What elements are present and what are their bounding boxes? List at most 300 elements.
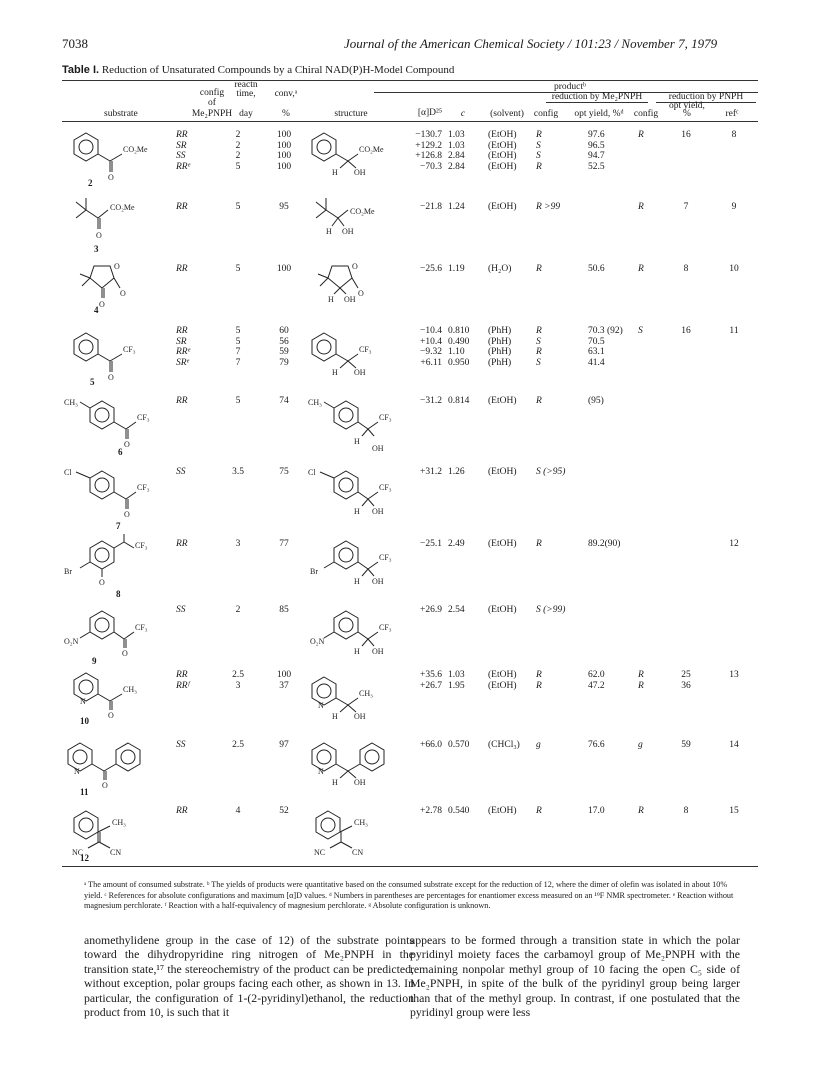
label-ch3: CH₃ <box>123 685 137 694</box>
table-cell-time: 3.5 <box>232 467 244 477</box>
table-cell-conv: 100 <box>276 151 292 161</box>
label-br: Br <box>310 567 318 576</box>
table-cell-time: 5 <box>235 326 241 336</box>
table-cell-time: 2 <box>235 140 241 151</box>
table-cell-solv: (EtOH) <box>488 539 517 549</box>
table-cell-solv: (EtOH) <box>488 680 517 691</box>
table-cell-opt: 97.6 <box>588 130 605 140</box>
table-cell-cfg: SR <box>176 336 187 347</box>
table-cell-alpha: −70.3 <box>420 161 442 172</box>
hd-solvent: (solvent) <box>490 109 524 119</box>
table-cell-c: 1.03 <box>448 670 465 680</box>
label-h: H <box>332 778 338 787</box>
table-cell-opt2: 59 <box>681 740 691 750</box>
label-o: O <box>108 173 114 182</box>
structure-substrate-12 <box>66 806 166 856</box>
table-cell-c: 0.540 <box>448 806 470 816</box>
table-cell-cfg: SS <box>176 740 186 750</box>
label-ch3: CH₃ <box>64 398 78 407</box>
table-cell-ref: 11 <box>729 326 739 336</box>
table-cell-c: 2.54 <box>448 605 465 615</box>
table-cell-ref: 8 <box>731 130 737 140</box>
table-cell-pcfg: R <box>536 670 542 680</box>
table-cell-opt: 63.1 <box>588 347 605 357</box>
compound-number: 11 <box>80 787 89 797</box>
table-cell-solv: (EtOH) <box>488 161 517 172</box>
compound-number: 7 <box>116 521 121 531</box>
table-cell-c: 2.84 <box>448 161 465 172</box>
label-o: O <box>114 262 120 271</box>
label-h: H <box>354 437 360 446</box>
label-h: H <box>332 168 338 177</box>
structure-substrate-7 <box>64 466 174 519</box>
label-co2me: CO₂Me <box>359 145 384 154</box>
label-o: O <box>358 289 364 298</box>
table-cell-conv: 59 <box>279 347 289 357</box>
table-cell-cfg: SRᵉ <box>176 357 190 368</box>
table-cell-conv: 100 <box>276 161 292 172</box>
table-cell-ref: 12 <box>729 539 739 549</box>
table-cell-conv: 37 <box>279 680 289 691</box>
table-cell-opt: 41.4 <box>588 357 605 368</box>
table-caption <box>62 64 454 76</box>
label-nc: NC <box>72 848 84 857</box>
table-caption-text: Reduction of Unsaturated Compounds by a Chiral NAD(P)H-Model Compound <box>101 64 455 76</box>
table-cell-cfg: RR <box>176 539 188 549</box>
structure-product-11 <box>308 738 418 788</box>
table-cell-time: 5 <box>235 396 241 406</box>
label-h: H <box>326 227 332 236</box>
label-h: H <box>332 712 338 721</box>
table-cell-cfg2: S <box>638 326 643 336</box>
table-cell-alpha: −25.6 <box>420 264 442 274</box>
table-cell-opt: 70.3 (92) <box>588 326 623 336</box>
table-cell-opt: 70.5 <box>588 336 605 347</box>
compound-number: 5 <box>90 377 95 387</box>
structure-product-4 <box>312 258 392 308</box>
label-oh: OH <box>354 712 366 721</box>
table-cell-cfg: RRᶠ <box>176 680 190 691</box>
table-cell-pcfg: S (>95) <box>536 467 566 477</box>
label-cl: Cl <box>64 468 72 477</box>
table-cell-opt: (95) <box>588 396 604 406</box>
table-cell-conv: 95 <box>279 202 289 212</box>
table-cell-c: 0.570 <box>448 740 470 750</box>
table-cell-alpha: −9.32 <box>420 347 442 357</box>
table-cell-solv: (EtOH) <box>488 130 517 140</box>
label-nc: NC <box>314 848 326 857</box>
table-cell-opt: 94.7 <box>588 151 605 161</box>
hd-conv-3: % <box>282 109 290 119</box>
hd-config-1: config <box>199 88 225 98</box>
table-cell-c: 1.26 <box>448 467 465 477</box>
table-cell-alpha: +66.0 <box>420 740 442 750</box>
label-oh: OH <box>354 168 366 177</box>
table-cell-time: 3 <box>235 680 241 691</box>
hd-red-me2: reduction by Me₂PNPH <box>551 92 643 102</box>
structure-substrate-11 <box>64 738 174 788</box>
table-cell-conv: 74 <box>279 396 289 406</box>
table-cell-solv: (H₂O) <box>488 264 512 274</box>
label-o: O <box>108 711 114 720</box>
hd-opt-yield-2a: opt yield, <box>669 101 705 111</box>
table-cell-alpha: +129.2 <box>415 140 442 151</box>
table-cell-cfg: RR <box>176 130 188 140</box>
label-co2me: CO₂Me <box>110 203 135 212</box>
table-cell-pcfg: S <box>536 140 541 151</box>
table-cell-conv: 75 <box>279 467 289 477</box>
table-cell-c: 1.95 <box>448 680 465 691</box>
hd-config-2: config <box>633 109 659 119</box>
label-o: O <box>124 440 130 449</box>
hd-red-pnph: reduction by PNPH <box>668 92 744 102</box>
table-cell-opt: 47.2 <box>588 680 605 691</box>
label-oh: OH <box>372 507 384 516</box>
table-cell-cfg: RR <box>176 806 188 816</box>
hd-config-p: config <box>533 109 559 119</box>
table-cell-solv: (PhH) <box>488 336 512 347</box>
table-cell-solv: (PhH) <box>488 357 512 368</box>
table-cell-time: 2 <box>235 605 241 615</box>
table-cell-cfg: RR <box>176 202 188 212</box>
structure-product-10 <box>308 672 398 722</box>
structure-product-12 <box>308 806 408 856</box>
table-top-rule <box>62 80 758 81</box>
structure-substrate-8 <box>64 536 174 586</box>
label-cl: Cl <box>308 468 316 477</box>
table-cell-cfg2: g <box>638 740 643 750</box>
label-o: O <box>124 510 130 519</box>
label-oh: OH <box>372 647 384 656</box>
label-oh: OH <box>372 577 384 586</box>
hd-reactn-1: reactn <box>234 80 258 90</box>
table-cell-cfg: RR <box>176 326 188 336</box>
table-cell-cfg2: R <box>638 264 644 274</box>
table-cell-time: 2 <box>235 151 241 161</box>
label-h: H <box>328 295 334 304</box>
table-cell-time: 2 <box>235 130 241 140</box>
label-cn: CN <box>110 848 122 857</box>
table-cell-cfg: SS <box>176 605 186 615</box>
label-n: N <box>80 697 86 706</box>
hd-c: c <box>460 109 466 119</box>
table-cell-solv: (EtOH) <box>488 467 517 477</box>
hd-ref: refᶜ <box>725 109 739 119</box>
table-cell-c: 0.950 <box>448 357 470 368</box>
table-cell-c: 0.490 <box>448 336 470 347</box>
table-cell-alpha: −31.2 <box>420 396 442 406</box>
table-cell-c: 2.49 <box>448 539 465 549</box>
label-ch3: CH₃ <box>359 689 373 698</box>
table-cell-time: 3 <box>235 539 241 549</box>
table-cell-opt2: 25 <box>681 670 691 680</box>
table-cell-time: 5 <box>235 264 241 274</box>
table-cell-opt: 50.6 <box>588 264 605 274</box>
table-cell-opt: 52.5 <box>588 161 605 172</box>
table-cell-pcfg: R <box>536 264 542 274</box>
structure-substrate-5 <box>70 328 160 382</box>
table-cell-pcfg: R <box>536 806 542 816</box>
table-cell-opt2: 8 <box>683 806 689 816</box>
label-ch3: CH₃ <box>308 398 322 407</box>
table-cell-cfg2: R <box>638 130 644 140</box>
hd-opt-yield-2b: % <box>683 109 691 119</box>
label-o: O <box>102 781 108 790</box>
table-cell-conv: 100 <box>276 140 292 151</box>
table-cell-conv: 52 <box>279 806 289 816</box>
table-cell-time: 7 <box>235 347 241 357</box>
label-cf3: CF₃ <box>123 345 136 354</box>
table-cell-cfg2: R <box>638 670 644 680</box>
structure-substrate-4 <box>74 258 154 308</box>
table-cell-alpha: +126.8 <box>415 151 442 161</box>
table-cell-solv: (EtOH) <box>488 396 517 406</box>
label-n: N <box>318 701 324 710</box>
table-cell-cfg: RR <box>176 396 188 406</box>
table-cell-time: 2.5 <box>232 740 244 750</box>
structure-product-6 <box>308 396 418 452</box>
table-cell-opt2: 16 <box>681 326 691 336</box>
hd-conv-1: conv,ᵃ <box>274 89 298 99</box>
compound-number: 8 <box>116 589 121 599</box>
label-o: O <box>99 300 105 309</box>
table-cell-pcfg: R <box>536 539 542 549</box>
table-cell-alpha: +2.78 <box>420 806 442 816</box>
table-cell-ref: 9 <box>731 202 737 212</box>
table-caption-label: Table I. <box>62 64 100 76</box>
label-h: H <box>332 368 338 377</box>
table-cell-alpha: +10.4 <box>420 336 442 347</box>
table-cell-cfg: RRᵉ <box>176 347 191 357</box>
hd-opt-yield: opt yield, %ᵈ <box>574 109 624 119</box>
hd-reactn-2: time, <box>236 89 256 99</box>
structure-substrate-10 <box>70 668 160 718</box>
label-cf3: CF₃ <box>137 413 150 422</box>
table-cell-pcfg: R <box>536 326 542 336</box>
label-oh: OH <box>342 227 354 236</box>
table-cell-solv: (EtOH) <box>488 670 517 680</box>
hd-alpha: [α]D²⁵ <box>417 108 443 118</box>
structure-product-2 <box>308 128 398 178</box>
table-cell-pcfg: R <box>536 680 542 691</box>
table-cell-cfg: SS <box>176 151 186 161</box>
table-cell-alpha: −10.4 <box>420 326 442 336</box>
structure-product-3 <box>310 196 400 246</box>
table-cell-cfg: RRᵉ <box>176 161 191 172</box>
table-cell-c: 1.10 <box>448 347 465 357</box>
compound-number: 10 <box>80 716 89 726</box>
label-cf3: CF₃ <box>379 553 392 562</box>
label-cf3: CF₃ <box>137 483 150 492</box>
label-n: N <box>318 767 324 776</box>
table-cell-alpha: −25.1 <box>420 539 442 549</box>
table-cell-solv: (EtOH) <box>488 151 517 161</box>
table-cell-c: 2.84 <box>448 151 465 161</box>
table-cell-pcfg: R >99 <box>536 202 561 212</box>
table-cell-pcfg: R <box>536 130 542 140</box>
table-cell-opt: 76.6 <box>588 740 605 750</box>
label-cf3: CF₃ <box>379 483 392 492</box>
table-cell-ref: 14 <box>729 740 739 750</box>
table-cell-conv: 56 <box>279 336 289 347</box>
hd-config-2: of <box>208 98 216 108</box>
table-cell-conv: 77 <box>279 539 289 549</box>
label-cf3: CF₃ <box>359 345 372 354</box>
hd-reactn-3: day <box>239 109 253 119</box>
table-cell-conv: 100 <box>276 670 292 680</box>
label-cf3: CF₃ <box>135 623 148 632</box>
label-cf3: CF₃ <box>379 413 392 422</box>
structure-substrate-3 <box>70 196 160 246</box>
table-cell-cfg: RR <box>176 670 188 680</box>
table-cell-solv: (EtOH) <box>488 605 517 615</box>
structure-substrate-9 <box>64 606 174 656</box>
hd-product: productᵇ <box>554 82 586 92</box>
table-cell-alpha: −21.8 <box>420 202 442 212</box>
table-cell-conv: 85 <box>279 605 289 615</box>
body-column-left: anomethylidene group in the case of 12) of the substrate points toward the dihydropyridine ring nitrogen of Me₂PNPH in the transition state,¹⁷ the stereochemistry of the product can be predicted, without exception, polar groups facing each other, as shown in 13. In particular, the configuration of 1-(2-pyridinyl)ethanol, the reduction product from 10, is such that it <box>84 933 414 1020</box>
table-cell-time: 5 <box>235 336 241 347</box>
label-cf3: CF₃ <box>379 623 392 632</box>
table-cell-solv: (EtOH) <box>488 202 517 212</box>
table-cell-opt2: 7 <box>683 202 689 212</box>
label-br: Br <box>64 567 72 576</box>
table-bottom-rule <box>62 866 758 867</box>
table-cell-solv: (EtOH) <box>488 140 517 151</box>
table-cell-conv: 79 <box>279 357 289 368</box>
table-cell-time: 2.5 <box>232 670 244 680</box>
label-o2n: O₂N <box>64 637 79 646</box>
label-o: O <box>96 231 102 240</box>
table-cell-solv: (PhH) <box>488 347 512 357</box>
table-cell-alpha: +6.11 <box>420 357 442 368</box>
label-o: O <box>99 578 105 587</box>
table-cell-c: 1.19 <box>448 264 465 274</box>
compound-number: 3 <box>94 244 99 254</box>
table-cell-alpha: +26.7 <box>420 680 442 691</box>
table-cell-time: 7 <box>235 357 241 368</box>
table-cell-c: 0.814 <box>448 396 470 406</box>
label-co2me: CO₂Me <box>123 145 148 154</box>
label-o2n: O₂N <box>310 637 325 646</box>
table-cell-pcfg: S <box>536 357 541 368</box>
label-oh: OH <box>354 368 366 377</box>
table-cell-alpha: −130.7 <box>415 130 442 140</box>
red-me2-rule <box>546 102 648 103</box>
label-o: O <box>108 373 114 382</box>
table-cell-ref: 15 <box>729 806 739 816</box>
table-cell-pcfg: R <box>536 396 542 406</box>
hd-substrate: substrate <box>104 109 138 119</box>
structure-substrate-2 <box>70 128 160 182</box>
table-cell-time: 5 <box>235 161 241 172</box>
table-cell-alpha: +26.9 <box>420 605 442 615</box>
table-cell-cfg: SR <box>176 140 187 151</box>
table-cell-solv: (PhH) <box>488 326 512 336</box>
table-cell-c: 1.24 <box>448 202 465 212</box>
table-cell-conv: 100 <box>276 264 292 274</box>
table-cell-opt2: 8 <box>683 264 689 274</box>
compound-number: 2 <box>88 178 93 188</box>
table-cell-pcfg: S (>99) <box>536 605 566 615</box>
compound-number: 6 <box>118 447 123 457</box>
table-cell-opt2: 36 <box>681 680 691 691</box>
table-footnotes: ᵃ The amount of consumed substrate. ᵇ The yields of products were quantitative based on the consumed substrate except for the reduction of 12, where the dimer of olefin was isolated in about 10% yield. ᶜ References for absolute configurations and maximum [α]D values. ᵈ Numbers in parentheses are percentages for enantiomer excess measured on an ¹⁹F NMR spectrometer. ᵉ Reaction without magnesium perchlorate. ᶠ Reaction with a half-equivalency of magnesium perchlorate. ᵍ Absolute configuration is unknown. <box>84 880 734 910</box>
body-column-right: appears to be formed through a transition state in which the polar pyridinyl moiety faces the carbamoyl group of Me₂PNPH with the remaining nonpolar methyl group of 10 facing the open C₅ side of Me₂PNPH, in spite of the bulk of the pyridinyl group being larger than that of the methyl group. In contrast, if one postulated that the pyridinyl group were less <box>410 933 740 1020</box>
label-o: O <box>352 262 358 271</box>
table-cell-opt: 89.2(90) <box>588 539 621 549</box>
structure-product-7 <box>308 466 418 522</box>
table-cell-alpha: +31.2 <box>420 467 442 477</box>
table-cell-pcfg: R <box>536 161 542 172</box>
table-cell-solv: (EtOH) <box>488 806 517 816</box>
table-cell-cfg2: R <box>638 806 644 816</box>
table-cell-pcfg: R <box>536 347 542 357</box>
table-header-rule <box>62 121 758 122</box>
table-cell-cfg: RR <box>176 264 188 274</box>
table-cell-pcfg: S <box>536 336 541 347</box>
table-cell-conv: 60 <box>279 326 289 336</box>
table-cell-ref: 10 <box>729 264 739 274</box>
hd-config-3: Me₂PNPH <box>191 109 233 119</box>
label-h: H <box>354 647 360 656</box>
table-cell-alpha: +35.6 <box>420 670 442 680</box>
table-cell-time: 5 <box>235 202 241 212</box>
table-cell-conv: 100 <box>276 130 292 140</box>
compound-number: 4 <box>94 305 99 315</box>
table-cell-pcfg: g <box>536 740 541 750</box>
structure-product-8 <box>308 536 418 586</box>
table-cell-cfg: SS <box>176 467 186 477</box>
table-cell-c: 1.03 <box>448 130 465 140</box>
running-head: Journal of the American Chemical Society / 101:23 / November 7, 1979 <box>344 36 718 51</box>
table-cell-opt: 62.0 <box>588 670 605 680</box>
label-o: O <box>122 649 128 658</box>
table-cell-pcfg: S <box>536 151 541 161</box>
table-cell-c: 0.810 <box>448 326 470 336</box>
table-cell-cfg2: R <box>638 680 644 691</box>
label-o: O <box>120 289 126 298</box>
label-oh: OH <box>354 778 366 787</box>
label-h: H <box>354 577 360 586</box>
compound-number: 12 <box>80 853 89 863</box>
table-cell-solv: (CHCl₃) <box>488 740 520 750</box>
label-ch3: CH₃ <box>112 818 126 827</box>
label-oh: OH <box>344 295 356 304</box>
table-cell-time: 4 <box>235 806 241 816</box>
table-cell-ref: 13 <box>729 670 739 680</box>
label-co2me: CO₂Me <box>350 207 375 216</box>
label-h: H <box>354 507 360 516</box>
table-cell-opt2: 16 <box>681 130 691 140</box>
page-number: 7038 <box>62 36 88 51</box>
table-cell-conv: 97 <box>279 740 289 750</box>
compound-number: 9 <box>92 656 97 666</box>
structure-product-9 <box>308 606 418 656</box>
table-cell-opt: 17.0 <box>588 806 605 816</box>
label-n: N <box>74 767 80 776</box>
structure-substrate-6 <box>64 396 174 449</box>
table-cell-opt: 96.5 <box>588 140 605 151</box>
label-ch3: CH₃ <box>354 818 368 827</box>
hd-structure: structure <box>334 109 368 119</box>
table-cell-cfg2: R <box>638 202 644 212</box>
label-cf3: CF₃ <box>135 541 148 550</box>
label-oh: OH <box>372 444 384 453</box>
label-cn: CN <box>352 848 364 857</box>
table-cell-c: 1.03 <box>448 140 465 151</box>
structure-product-5 <box>308 328 398 378</box>
